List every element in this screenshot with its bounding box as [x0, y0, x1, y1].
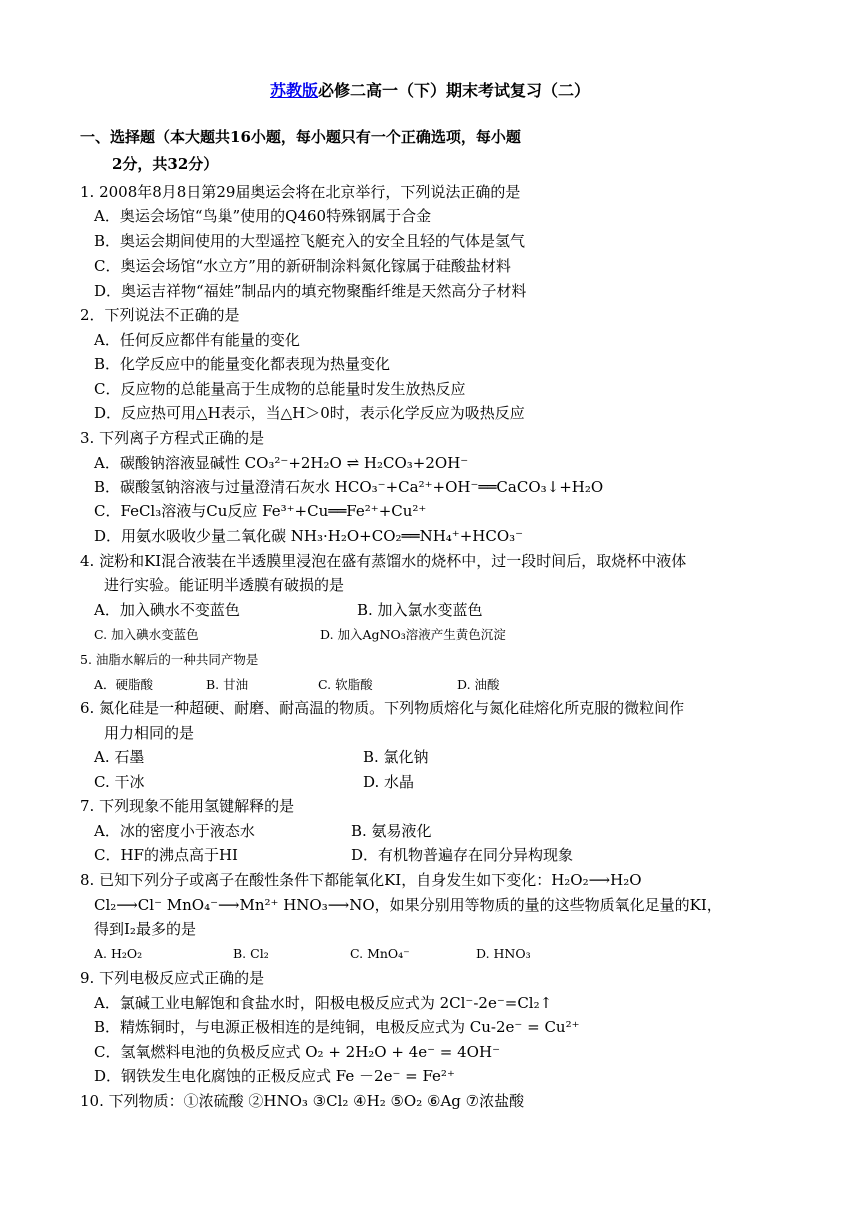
question-1-option-a: A．奥运会场馆“鸟巢”使用的Q460特殊钢属于合金: [94, 207, 432, 225]
question-4-option-b: B. 加入氯水变蓝色: [357, 601, 483, 619]
question-6-option-c: C. 干冰: [94, 773, 145, 791]
publisher-link[interactable]: 苏教版: [269, 81, 318, 100]
question-8-stem-cont: Cl₂⟶Cl⁻ MnO₄⁻⟶Mn²⁺ HNO₃⟶NO，如果分别用等物质的量的这些物质氧化足量的KI，: [94, 896, 722, 914]
document-title: [0, 80, 860, 102]
question-8-option-a: A. H₂O₂: [94, 946, 143, 961]
section-heading-cont: 2分，共32分）: [112, 155, 219, 173]
question-4-stem-cont: 进行实验。能证明半透膜有破损的是: [104, 576, 345, 594]
question-7-option-a: A．冰的密度小于液态水: [94, 822, 255, 840]
question-8-option-b: B. Cl₂: [233, 946, 269, 961]
question-4-option-a: A．加入碘水不变蓝色: [94, 601, 240, 619]
question-6-stem-cont: 用力相同的是: [104, 724, 195, 742]
question-9-option-a: A．氯碱工业电解饱和食盐水时，阳极电极反应式为 2Cl⁻-2e⁻=Cl₂↑: [94, 994, 553, 1012]
question-1-option-d: D．奥运吉祥物“福娃”制品内的填充物聚酯纤维是天然高分子材料: [94, 282, 527, 300]
question-6-stem: 6. 氮化硅是一种超硬、耐磨、耐高温的物质。下列物质熔化与氮化硅熔化所克服的微粒间作: [80, 699, 685, 717]
question-8-option-c: C. MnO₄⁻: [350, 946, 410, 961]
question-8-stem: 8. 已知下列分子或离子在酸性条件下都能氧化KI，自身发生如下变化：H₂O₂⟶H₂O: [80, 871, 642, 889]
question-3-option-d: D．用氨水吸收少量二氧化碳 NH₃·H₂O+CO₂══NH₄⁺+HCO₃⁻: [94, 527, 524, 545]
section-heading: 一、选择题（本大题共16小题，每小题只有一个正确选项，每小题: [80, 128, 521, 146]
question-7-option-b: B. 氨易液化: [351, 822, 432, 840]
question-5-option-c: C. 软脂酸: [318, 677, 373, 692]
question-3-option-a: A．碳酸钠溶液显碱性 CO₃²⁻+2H₂O ⇌ H₂CO₃+2OH⁻: [94, 454, 469, 472]
question-4-option-d: D. 加入AgNO₃溶液产生黄色沉淀: [320, 627, 506, 642]
question-8-option-d: D. HNO₃: [476, 946, 531, 961]
title-text: 必修二高一（下）期末考试复习（二）: [318, 81, 591, 100]
question-2-option-a: A．任何反应都伴有能量的变化: [94, 331, 300, 349]
question-5-option-d: D. 油酸: [457, 677, 500, 692]
question-4-stem: 4. 淀粉和KI混合液装在半透膜里浸泡在盛有蒸馏水的烧杯中，过一段时间后，取烧杯中液体: [80, 552, 687, 570]
question-2-option-c: C．反应物的总能量高于生成物的总能量时发生放热反应: [94, 380, 466, 398]
question-3-option-b: B．碳酸氢钠溶液与过量澄清石灰水 HCO₃⁻+Ca²⁺+OH⁻══CaCO₃↓+H₂O: [94, 478, 604, 496]
question-6-option-b: B. 氯化钠: [363, 748, 429, 766]
question-3-option-c: C．FeCl₃溶液与Cu反应 Fe³⁺+Cu══Fe²⁺+Cu²⁺: [94, 502, 427, 520]
question-9-stem: 9. 下列电极反应式正确的是: [80, 969, 265, 987]
question-9-option-d: D．钢铁发生电化腐蚀的正极反应式 Fe －2e⁻ = Fe²⁺: [94, 1067, 455, 1085]
question-7-option-c: C．HF的沸点高于HI: [94, 846, 238, 864]
question-5-stem: 5. 油脂水解后的一种共同产物是: [80, 652, 259, 667]
question-3-stem: 3. 下列离子方程式正确的是: [80, 429, 265, 447]
question-10-stem: 10. 下列物质：①浓硫酸 ②HNO₃ ③Cl₂ ④H₂ ⑤O₂ ⑥Ag ⑦浓盐酸: [80, 1092, 525, 1110]
question-9-option-c: C．氢氧燃料电池的负极反应式 O₂ + 2H₂O + 4e⁻ = 4OH⁻: [94, 1043, 500, 1061]
question-2-option-d: D．反应热可用△H表示，当△H＞0时，表示化学反应为吸热反应: [94, 404, 525, 422]
question-9-option-b: B．精炼铜时，与电源正极相连的是纯铜，电极反应式为 Cu-2e⁻ = Cu²⁺: [94, 1018, 580, 1036]
question-2-option-b: B．化学反应中的能量变化都表现为热量变化: [94, 355, 391, 373]
question-1-option-c: C．奥运会场馆“水立方”用的新研制涂料氮化镓属于硅酸盐材料: [94, 257, 511, 275]
question-6-option-d: D. 水晶: [363, 773, 415, 791]
question-1-stem: 1. 2008年8月8日第29届奥运会将在北京举行，下列说法正确的是: [80, 183, 521, 201]
question-5-option-b: B. 甘油: [206, 677, 249, 692]
question-8-stem-cont-2: 得到I₂最多的是: [94, 920, 196, 938]
question-7-stem: 7. 下列现象不能用氢键解释的是: [80, 797, 295, 815]
question-1-option-b: B．奥运会期间使用的大型遥控飞艇充入的安全且轻的气体是氢气: [94, 232, 526, 250]
question-6-option-a: A. 石墨: [94, 748, 145, 766]
question-2-stem: 2．下列说法不正确的是: [80, 306, 240, 324]
question-7-option-d: D．有机物普遍存在同分异构现象: [351, 846, 574, 864]
question-4-option-c: C. 加入碘水变蓝色: [94, 627, 199, 642]
question-5-option-a: A．硬脂酸: [94, 677, 154, 692]
